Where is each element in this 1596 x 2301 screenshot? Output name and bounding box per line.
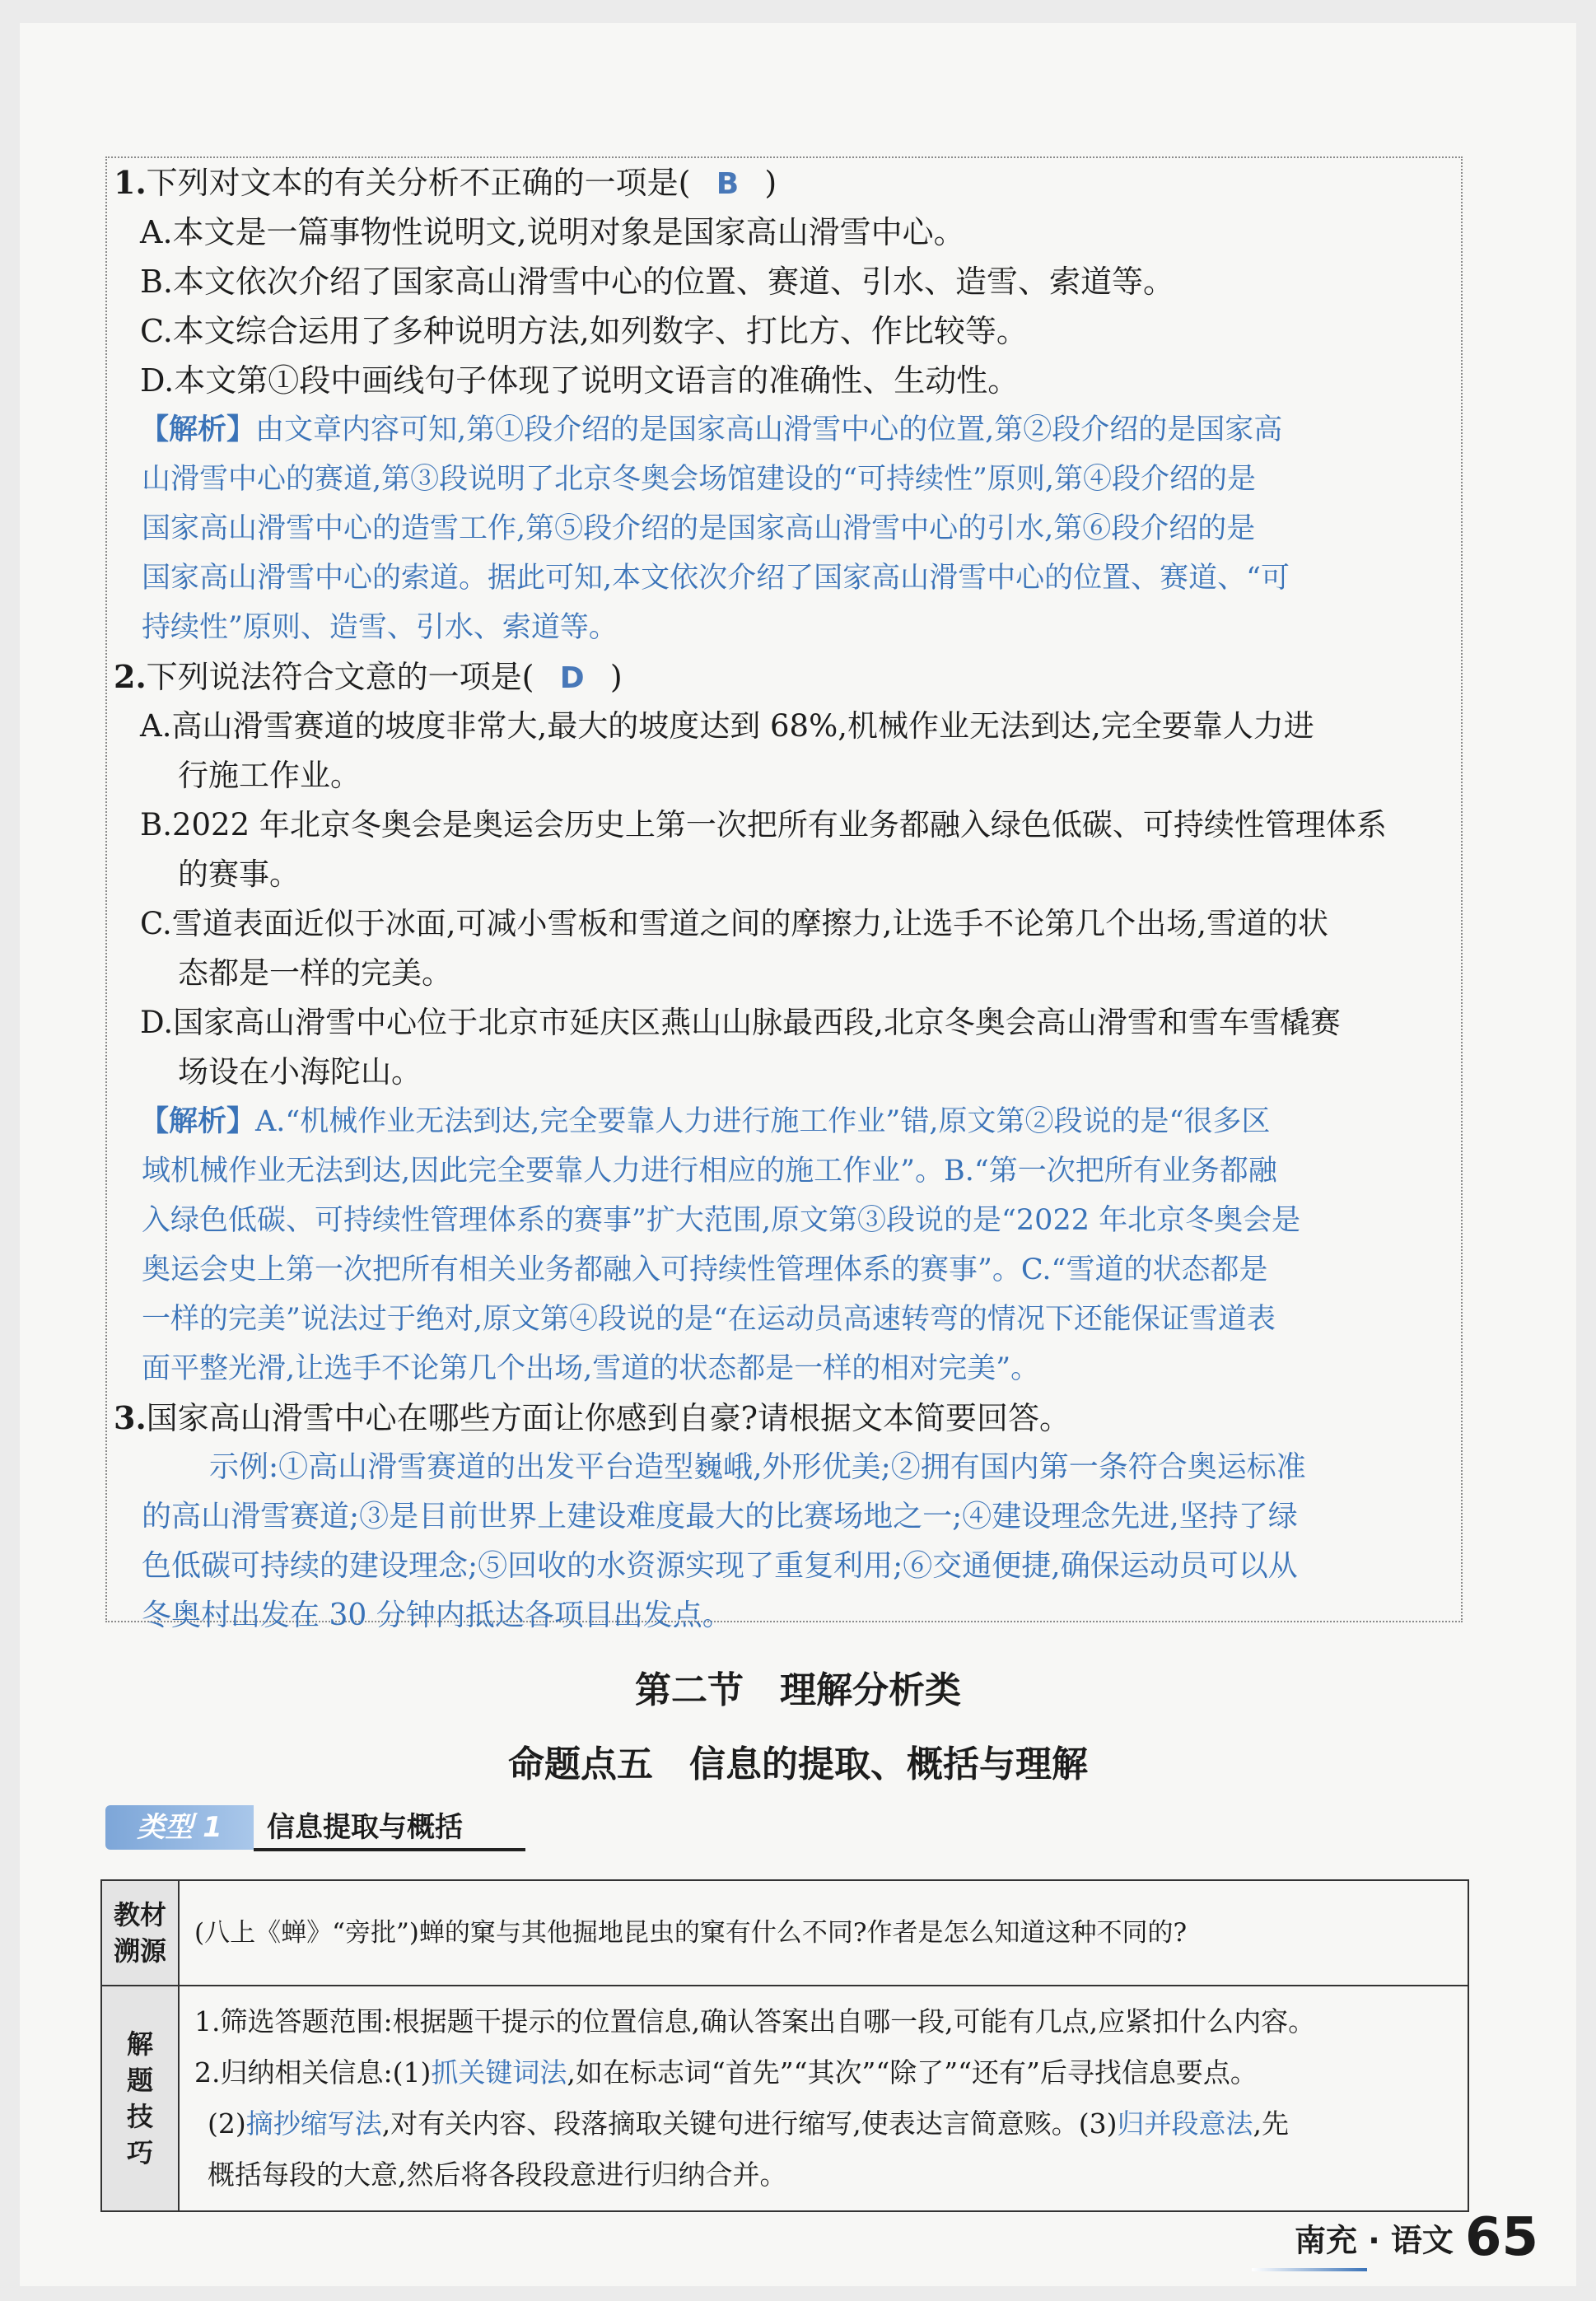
q1-analysis-text: 由文章内容可知,第①段介绍的是国家高山滑雪中心的位置,第②段介绍的是国家高 [255, 413, 1283, 446]
footer-label: 南充 · 语文 [1295, 2222, 1454, 2259]
q1-stem-end: ) [764, 165, 777, 201]
table-row [101, 1986, 1468, 2211]
type-name: 信息提取与概括 [267, 1811, 463, 1844]
q2-analysis-line: 面平整光滑,让选手不论第几个出场,雪道的状态都是一样的相对完美”。 [142, 1352, 1040, 1385]
row-body-tips [179, 1986, 1468, 2211]
tip-text: ,如在标志词“首先”“其次”“除了”“还有”后寻找信息要点。 [567, 2056, 1258, 2089]
q2-option-b: B.2022 年北京冬奥会是奥运会历史上第一次把所有业务都融入绿色低碳、可持续性管理体系 [140, 807, 1387, 842]
q2-analysis-line: 奥运会史上第一次把所有相关业务都融入可持续性管理体系的赛事”。C.“雪道的状态都是 [142, 1253, 1268, 1286]
type-heading [105, 1805, 525, 1850]
row-head-text: 解题技巧 [126, 2028, 153, 2168]
tip-text: 2.归纳相关信息:(1) [194, 2056, 432, 2089]
q1-option-c: C.本文综合运用了多种说明方法,如列数字、打比方、作比较等。 [140, 313, 1028, 349]
tip-method: 抓关键词法 [431, 2056, 567, 2089]
q1-analysis-line: 国家高山滑雪中心的造雪工作,第⑤段介绍的是国家高山滑雪中心的引水,第⑥段介绍的是 [142, 512, 1256, 545]
row-body-source: (八上《蝉》“旁批”)蝉的窠与其他掘地昆虫的窠有什么不同?作者是怎么知道这种不同的? [179, 1880, 1468, 1986]
tip-line [194, 1996, 1453, 2047]
q1-option-a: A.本文是一篇事物性说明文,说明对象是国家高山滑雪中心。 [140, 214, 965, 250]
q2-option-b-cont: 的赛事。 [178, 856, 300, 892]
tip-method: 摘抄缩写法 [245, 2107, 382, 2140]
tip-text: ,先 [1253, 2107, 1289, 2140]
q2-analysis-text: A.“机械作业无法到达,完全要靠人力进行施工作业”错,原文第②段说的是“很多区 [255, 1105, 1271, 1138]
q1-stem-text: 下列对文本的有关分析不正确的一项是( [146, 165, 691, 201]
q1-number: 1. [114, 164, 147, 201]
tip-line [194, 2047, 1453, 2098]
q3-stem-text: 国家高山滑雪中心在哪些方面让你感到自豪?请根据文本简要回答。 [146, 1400, 1071, 1436]
tip-text: ,对有关内容、段落摘取关键句进行缩写,使表达言简意赅。(3) [381, 2107, 1118, 2140]
tip-method: 归并段意法 [1117, 2107, 1253, 2140]
section-title: 第二节 理解分析类 [635, 1669, 961, 1711]
q1-analysis-line: 国家高山滑雪中心的索道。据此可知,本文依次介绍了国家高山滑雪中心的位置、赛道、“可 [142, 562, 1290, 595]
tip-line [194, 2149, 1453, 2201]
q3-number: 3. [114, 1399, 147, 1436]
q1-option-b: B.本文依次介绍了国家高山滑雪中心的位置、赛道、引水、造雪、索道等。 [140, 264, 1175, 300]
q3-answer-line: 冬奥村出发在 30 分钟内抵达各项目出发点。 [142, 1599, 732, 1632]
page-footer [1295, 2207, 1538, 2273]
type-underline [254, 1848, 525, 1851]
q2-option-d: D.国家高山滑雪中心位于北京市延庆区燕山山脉最西段,北京冬奥会高山滑雪和雪车雪橇赛 [140, 1005, 1341, 1040]
q3-stem [114, 1395, 1071, 1441]
q2-analysis-line [140, 1099, 1270, 1145]
tip-text: 1.筛选答题范围:根据题干提示的位置信息,确认答案出自哪一段,可能有几点,应紧扣什么内容。 [194, 2005, 1316, 2037]
q2-option-c: C.雪道表面近似于冰面,可减小雪板和雪道之间的摩擦力,让选手不论第几个出场,雪道的状 [140, 906, 1329, 941]
tip-line [194, 2098, 1453, 2149]
q2-stem [114, 654, 623, 702]
footer-rule [1252, 2268, 1367, 2271]
q3-answer-line: 色低碳可持续的建设理念;⑤回收的水资源实现了重复利用;⑥交通便捷,确保运动员可以从 [142, 1549, 1298, 1583]
q2-number: 2. [114, 658, 147, 695]
q1-analysis-line: 持续性”原则、造雪、引水、索道等。 [142, 611, 618, 644]
q2-stem-end: ) [609, 659, 623, 695]
q3-answer-line: 示例:①高山滑雪赛道的出发平台造型巍峨,外形优美;②拥有国内第一条符合奥运标准 [209, 1450, 1306, 1484]
page-number: 65 [1464, 2207, 1538, 2268]
q2-option-a-cont: 行施工作业。 [178, 758, 361, 793]
q1-answer: B [716, 167, 740, 201]
q1-analysis-line: 山滑雪中心的赛道,第③段说明了北京冬奥会场馆建设的“可持续性”原则,第④段介绍的是 [142, 463, 1257, 496]
row-head-source [101, 1880, 179, 1986]
tip-text: (2) [208, 2107, 246, 2140]
q1-option-d: D.本文第①段中画线句子体现了说明文语言的准确性、生动性。 [140, 362, 1020, 399]
q2-option-d-cont: 场设在小海陀山。 [178, 1054, 422, 1090]
q1-analysis-line [140, 407, 1282, 453]
section-subtitle: 命题点五 信息的提取、概括与理解 [508, 1743, 1088, 1785]
tip-text: 概括每段的大意,然后将各段段意进行归纳合并。 [208, 2159, 787, 2191]
row-head-tips [101, 1986, 179, 2211]
q2-answer: D [559, 661, 585, 695]
q3-answer-line: 的高山滑雪赛道;③是目前世界上建设难度最大的比赛场地之一;④建设理念先进,坚持了绿 [142, 1500, 1298, 1533]
q2-option-c-cont: 态都是一样的完美。 [178, 955, 452, 991]
q2-stem-text: 下列说法符合文意的一项是( [146, 659, 534, 695]
q2-option-a: A.高山滑雪赛道的坡度非常大,最大的坡度达到 68%,机械作业无法到达,完全要靠人力进 [140, 708, 1314, 744]
q1-stem [114, 160, 777, 208]
q2-analysis-line: 域机械作业无法到达,因此完全要靠人力进行相应的施工作业”。B.“第一次把所有业务都融 [142, 1155, 1277, 1188]
type-badge: 类型 1 [105, 1805, 254, 1850]
row-head-text: 教材溯源 [113, 1899, 166, 1967]
q2-analysis-tag: 【解析】 [140, 1104, 256, 1138]
q1-analysis-tag: 【解析】 [140, 413, 256, 446]
table-row [101, 1880, 1468, 1986]
tips-table [100, 1879, 1469, 2212]
q2-analysis-line: 入绿色低碳、可持续性管理体系的赛事”扩大范围,原文第③段说的是“2022 年北京冬奥会是 [142, 1204, 1301, 1237]
q2-analysis-line: 一样的完美”说法过于绝对,原文第④段说的是“在运动员高速转弯的情况下还能保证雪道表 [142, 1303, 1276, 1336]
